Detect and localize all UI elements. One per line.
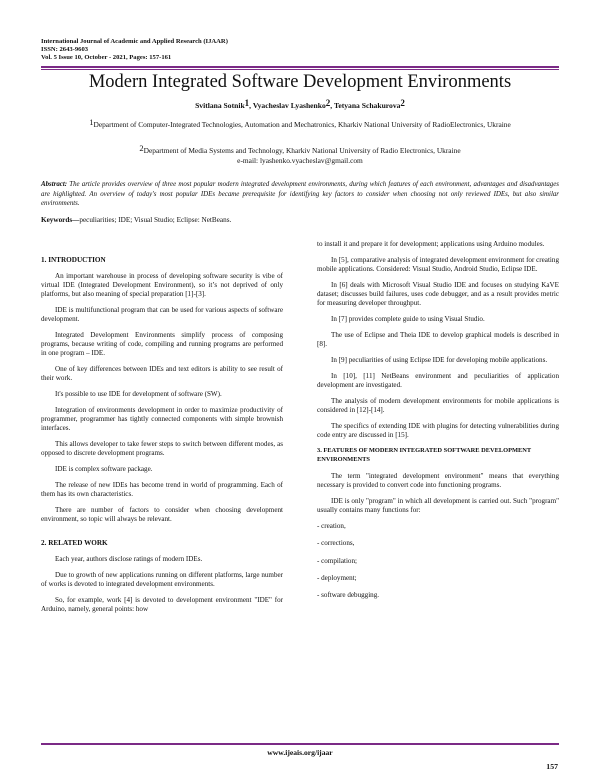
paragraph-continued: to install it and prepare it for development; applications using Arduino modules. bbox=[317, 240, 545, 248]
author-separator: , bbox=[249, 101, 253, 110]
section-heading-related-work: 2. RELATED WORK bbox=[41, 538, 108, 547]
author-list bbox=[0, 98, 600, 110]
list-item: - compilation; bbox=[317, 556, 357, 565]
paragraph: Integrated Development Environments simplify process of composing programs, because writing of code, compiling and running programs are performed in one program – IDE. bbox=[41, 330, 283, 357]
paragraph: There are number of factors to consider when choosing development environment, so topic will always be relevant. bbox=[41, 505, 283, 523]
author-name: Vyacheslav Lyashenko bbox=[252, 101, 326, 110]
paragraph: The term "integrated development environment" means that everything necessary is provided to convert code into functioning programs. bbox=[317, 471, 559, 489]
paragraph: In [9] peculiarities of using Eclipse IDE for developing mobile applications. bbox=[331, 356, 548, 365]
paragraph: In [10], [11] NetBeans environment and peculiarities of application development are investigated. bbox=[317, 372, 559, 390]
journal-issn: ISSN: 2643-9603 bbox=[41, 46, 89, 54]
abstract-label: Abstract: bbox=[41, 181, 68, 188]
left-column bbox=[41, 240, 283, 621]
paper-title: Modern Integrated Software Development Environments bbox=[88, 72, 512, 92]
author-name: Tetyana Schakurova bbox=[333, 101, 401, 110]
paragraph: The analysis of modern development environments for mobile applications is considered in [12]-[14]. bbox=[317, 397, 559, 415]
section-heading-introduction: 1. INTRODUCTION bbox=[41, 256, 106, 264]
author-affil-marker: 2 bbox=[325, 98, 331, 108]
paragraph: It's possible to use IDE for development of software (SW). bbox=[55, 389, 222, 398]
keywords-text: peculiarities; IDE; Visual Studio; Eclipse: NetBeans. bbox=[79, 216, 232, 224]
affiliation-marker: 1 bbox=[89, 117, 94, 127]
abstract-text: The article provides overview of three most popular modern integrated development environments, during which features of each environment, advantages and disadvantages are highlighted. An overview of today's most popular IDEs became prerequisite for identifying key factors to consider when choosing not only reviewed IDEs, but also similar environments. bbox=[41, 181, 559, 208]
author-affil-marker: 2 bbox=[400, 98, 405, 108]
author-name: Svitlana Sotnik bbox=[195, 101, 245, 110]
list-item: - creation, bbox=[317, 521, 346, 530]
paragraph: IDE is only "program" in which all development is carried out. Such "program" usually contains many functions for: bbox=[317, 496, 559, 514]
paragraph: One of key differences between IDEs and text editors is ability to see result of their work. bbox=[41, 364, 283, 382]
author-separator: , bbox=[330, 101, 334, 110]
affiliation-1 bbox=[62, 118, 538, 130]
paragraph: Integration of environments development in order to maximize productivity of programmer, programmer has tightly connected components with simple brownish interfaces. bbox=[41, 405, 283, 432]
affiliation-text: Department of Computer-Integrated Technologies, Automation and Mechatronics, Kharkiv National University of RadioElectronics, Ukraine bbox=[93, 120, 511, 129]
paragraph: Due to growth of new applications running on different platforms, large number of works is devoted to integrated development environments. bbox=[41, 570, 283, 588]
journal-name: International Journal of Academic and Applied Research (IJAAR) bbox=[41, 38, 228, 45]
paragraph: In [5], comparative analysis of integrated development environment for creating mobile applications. Considered: Visual Studio, Android Studio, Eclipse IDE. bbox=[317, 256, 559, 273]
list-item: - software debugging. bbox=[317, 591, 380, 600]
paragraph: Each year, authors disclose ratings of modern IDEs. bbox=[55, 554, 203, 563]
paragraph: An important warehouse in process of developing software security is vibe of virtual IDE (Integrated Development Environment), so it’s not deprived of only platforms, but also meaning of special preparation [1]-[3]. bbox=[41, 271, 283, 298]
paragraph: The specifics of extending IDE with plugins for detecting vulnerabilities during code entry are discussed in [15]. bbox=[317, 422, 559, 440]
paragraph: This allows developer to take fewer steps to switch between different modes, as opposed to discrete development programs. bbox=[41, 439, 283, 457]
paragraph: In [6] deals with Microsoft Visual Studio IDE and focuses on studying KaVE dataset; discusses build failures, uses code debugger, and as a result provides metric for measuring developer throughput. bbox=[317, 281, 559, 307]
contact-email: e-mail: lyashenko.vyacheslav@gmail.com bbox=[237, 155, 363, 165]
journal-header bbox=[41, 38, 228, 63]
abstract bbox=[41, 180, 559, 209]
affiliation-2 bbox=[62, 144, 538, 165]
paragraph: The use of Eclipse and Theia IDE to develop graphical models is described in [8]. bbox=[317, 331, 559, 348]
list-item: - corrections, bbox=[317, 539, 355, 548]
keywords bbox=[41, 216, 559, 226]
section-heading-features: 3. FEATURES OF MODERN INTEGRATED SOFTWARE DEVELOPMENT ENVIRONMENTS bbox=[317, 447, 532, 463]
paragraph: So, for example, work [4] is devoted to development environment "IDE" for Arduino, namely, general points: how bbox=[41, 595, 283, 613]
header-rule-thin bbox=[41, 69, 559, 70]
footer-url[interactable]: www.ijeais.org/ijaar bbox=[267, 748, 333, 757]
affiliation-marker: 2 bbox=[139, 143, 144, 153]
paragraph: The release of new IDEs has become trend in world of programming. Each of them has its own characteristics. bbox=[41, 480, 283, 498]
author-affil-marker: 1 bbox=[244, 98, 250, 108]
paragraph: IDE is multifunctional program that can be used for various aspects of software development. bbox=[41, 305, 283, 323]
affiliation-text: Department of Media Systems and Technology, Kharkiv National University of Radio Electronics, Ukraine bbox=[143, 146, 461, 155]
header-rule-thick bbox=[41, 66, 559, 68]
footer-rule bbox=[41, 743, 559, 745]
paragraph: In [7] provides complete guide to using Visual Studio. bbox=[331, 315, 485, 323]
paragraph: IDE is complex software package. bbox=[55, 464, 153, 473]
journal-volume: Vol. 5 Issue 10, October - 2021, Pages: 157-161 bbox=[41, 54, 172, 62]
keywords-label: Keywords— bbox=[41, 216, 80, 224]
list-item: - deployment; bbox=[317, 574, 357, 582]
page-number: 157 bbox=[546, 762, 558, 771]
right-column bbox=[317, 240, 559, 609]
